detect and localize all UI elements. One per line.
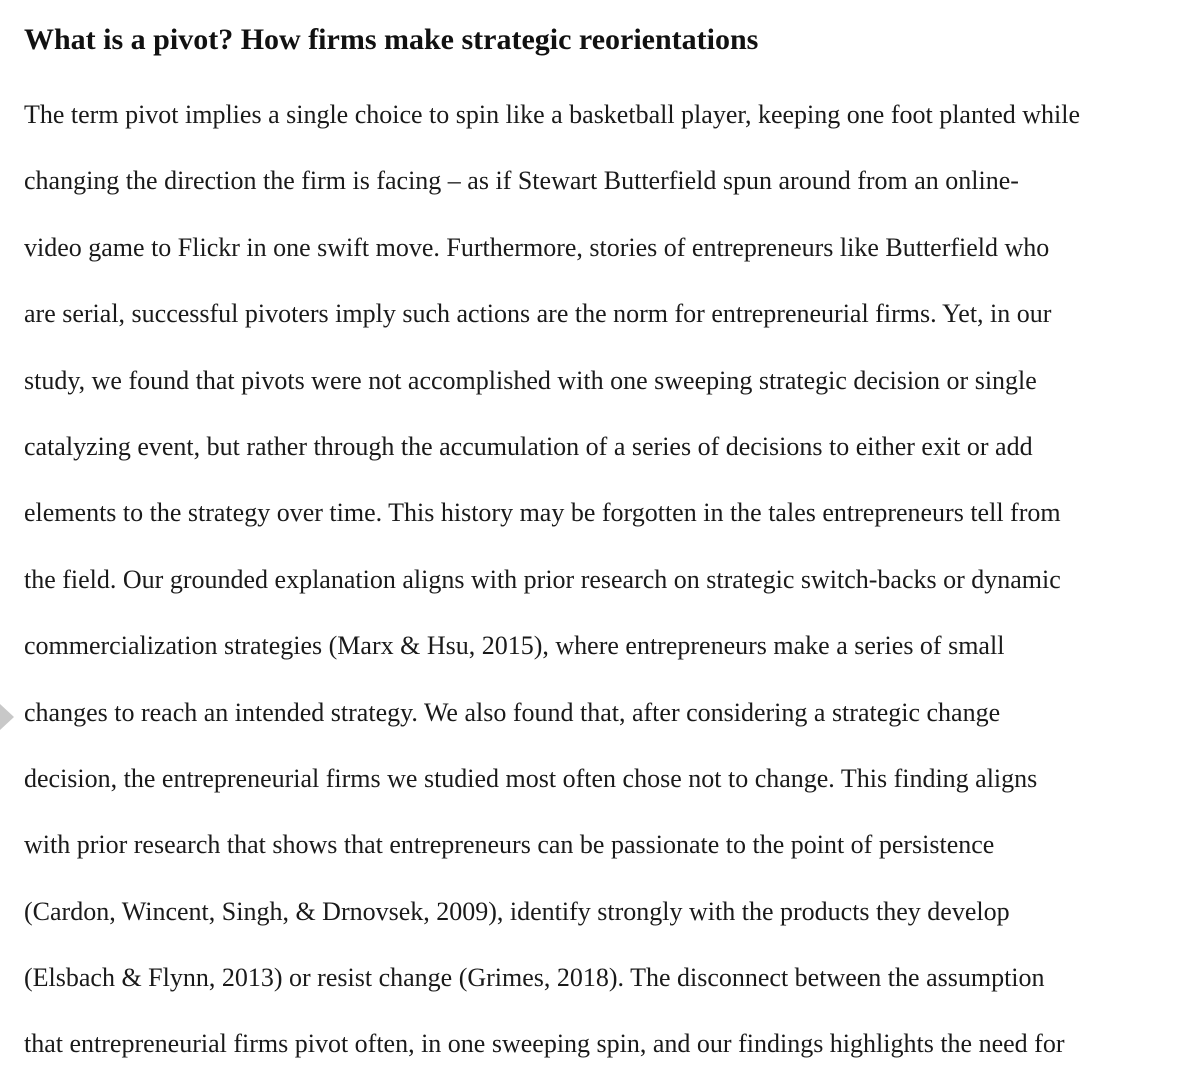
paragraph-line: decision, the entrepreneurial firms we studied most often chose not to change. This finding aligns (24, 763, 1038, 793)
paragraph-line: commercialization strategies (Marx & Hsu, 2015), where entrepreneurs make a series of small (24, 631, 1005, 661)
margin-marker (0, 704, 14, 730)
paragraph-line: study, we found that pivots were not accomplished with one sweeping strategic decision or single (24, 365, 1037, 395)
body-paragraph (24, 82, 1194, 1078)
paragraph-line: (Cardon, Wincent, Singh, & Drnovsek, 2009), identify strongly with the products they develop (24, 896, 1010, 926)
paragraph-line: changes to reach an intended strategy. We also found that, after considering a strategic change (24, 697, 1001, 727)
paragraph-line: that entrepreneurial firms pivot often, in one sweeping spin, and our findings highlights the need for (24, 1029, 1065, 1059)
paragraph-line: catalyzing event, but rather through the accumulation of a series of decisions to either exit or add (24, 431, 1033, 461)
paragraph-line: elements to the strategy over time. This history may be forgotten in the tales entrepreneurs tell from (24, 498, 1061, 528)
paragraph-line: the field. Our grounded explanation aligns with prior research on strategic switch-backs or dynamic (24, 564, 1061, 594)
paragraph-line: changing the direction the firm is facing – as if Stewart Butterfield spun around from an online- (24, 166, 1019, 196)
paragraph-line: video game to Flickr in one swift move. Furthermore, stories of entrepreneurs like Butterfield who (24, 232, 1050, 262)
paragraph-line: The term pivot implies a single choice to spin like a basketball player, keeping one foot planted while (24, 100, 1080, 129)
section-heading: What is a pivot? How firms make strategic reorientations (24, 23, 759, 56)
paragraph-line: (Elsbach & Flynn, 2013) or resist change (Grimes, 2018). The disconnect between the assumption (24, 963, 1045, 993)
paragraph-line: with prior research that shows that entrepreneurs can be passionate to the point of persistence (24, 830, 995, 860)
paragraph-line: are serial, successful pivoters imply such actions are the norm for entrepreneurial firms. Yet, in our (24, 299, 1052, 329)
